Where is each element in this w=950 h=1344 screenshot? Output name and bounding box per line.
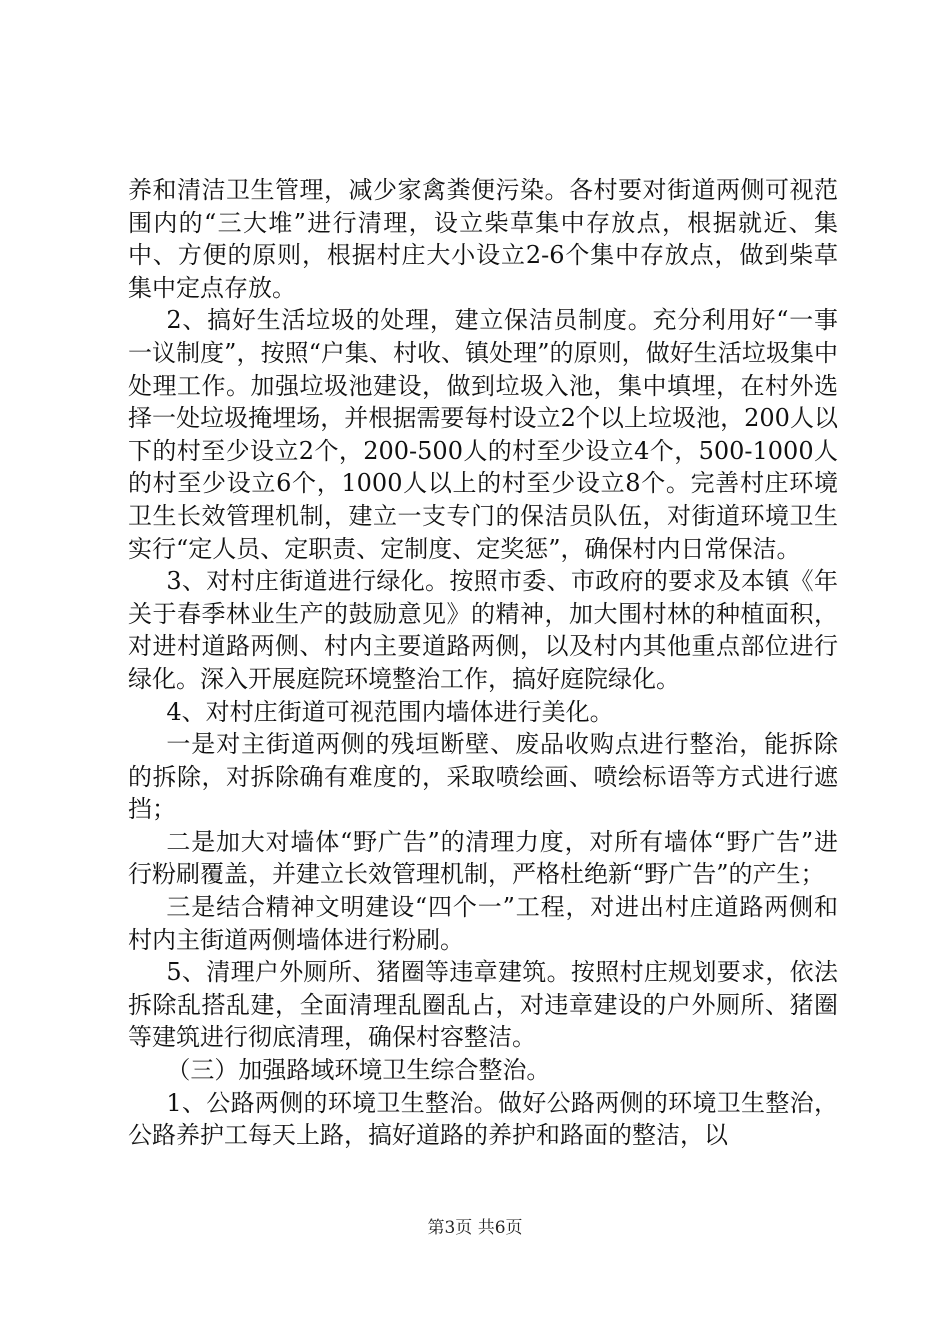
paragraph-street-greening: 3、对村庄街道进行绿化。按照市委、市政府的要求及本镇《年关于春季林业生产的鼓励意见》的精神，加大围村林的种植面积，对进村道路两侧、村内主要道路两侧，以及村内其他重点部位进行绿化。深入开展庭院环境整治工作，搞好庭院绿化。 xyxy=(128,567,838,693)
section-heading-road-environment: （三）加强路域环境卫生综合整治。 xyxy=(166,1056,551,1085)
paragraph-item-three: 三是结合精神文明建设“四个一”工程，对进出村庄道路两侧和村内主街道两侧墙体进行粉刷。 xyxy=(128,893,838,954)
paragraph-road-sides: 1、公路两侧的环境卫生整治。做好公路两侧的环境卫生整治，公路养护工每天上路，搞好道路的养护和路面的整洁，以 xyxy=(128,1088,838,1150)
paragraph-livestock-cleanup: 养和清洁卫生管理，减少家禽粪便污染。各村要对街道两侧可视范围内的“三大堆”进行清理，设立柴草集中存放点，根据就近、集中、方便的原则，根据村庄大小设立2-6个集中存放点，做到柴草集中定点存放。 xyxy=(128,176,838,302)
paragraph-illegal-buildings: 5、清理户外厕所、猪圈等违章建筑。按照村庄规划要求，依法拆除乱搭乱建，全面清理乱圈乱占，对违章建设的户外厕所、猪圈等建筑进行彻底清理，确保村容整洁。 xyxy=(128,958,838,1052)
paragraph-item-two: 二是加大对墙体“野广告”的清理力度，对所有墙体“野广告”进行粉刷覆盖，并建立长效管理机制，严格杜绝新“野广告”的产生； xyxy=(128,827,838,889)
paragraph-item-one: 一是对主街道两侧的残垣断壁、废品收购点进行整治，能拆除的拆除，对拆除确有难度的，采取喷绘画、喷绘标语等方式进行遮挡； xyxy=(128,730,838,824)
paragraph-garbage-handling: 2、搞好生活垃圾的处理，建立保洁员制度。充分利用好“一事一议制度”，按照“户集、村收、镇处理”的原则，做好生活垃圾集中处理工作。加强垃圾池建设，做到垃圾入池，集中填埋，在村外选择一处垃圾掩埋场，并根据需要每村设立2个以上垃圾池，200人以下的村至少设立2个，200-500人的村至少设立4个，500-1000人的村至少设立6个，1000人以上的村至少设立8个。完善村庄环境卫生长效管理机制，建立一支专门的保洁员队伍，对街道环境卫生实行“定人员、定职责、定制度、定奖惩”，确保村内日常保洁。 xyxy=(128,306,838,563)
paragraph-wall-beautification: 4、对村庄街道可视范围内墙体进行美化。 xyxy=(166,697,614,726)
page-number-footer: 第3页 共6页 xyxy=(427,1218,523,1238)
document-body xyxy=(128,174,838,1152)
